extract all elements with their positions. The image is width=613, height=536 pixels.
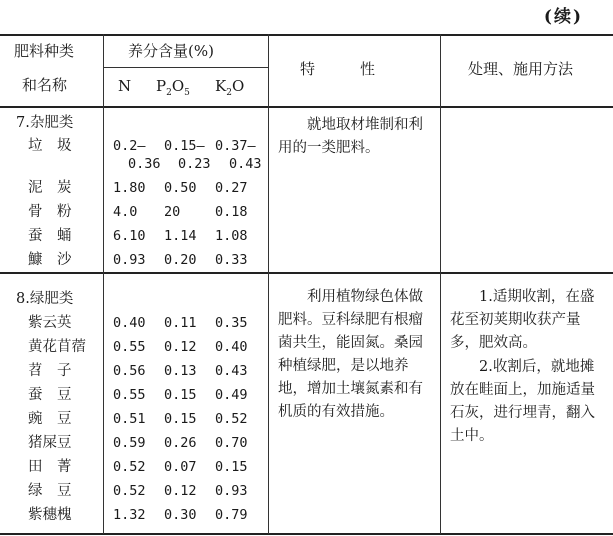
cell-n: 0.40 <box>113 315 146 331</box>
cell-k: 0.93 <box>215 483 248 499</box>
cell-k: 0.33 <box>215 252 248 268</box>
cell-k: 0.27 <box>215 180 248 196</box>
cell-n: 0.52 <box>113 483 146 499</box>
group-trait: 利用植物绿色体做肥料。豆科绿肥有根瘤菌共生，能固氮。桑园种植绿肥，是以地养地，增加土壤氮素和有机质的有效措施。 <box>278 289 423 420</box>
cell-k: 0.37— <box>215 138 256 154</box>
header-k2o: $K_2O$ <box>215 77 245 98</box>
cell-p: 0.07 <box>164 459 197 475</box>
cell-k: 0.18 <box>215 204 248 220</box>
group-divider-rule <box>0 272 613 274</box>
cell-k: 0.52 <box>215 411 248 427</box>
header-sub-rule <box>103 67 268 68</box>
cell-p: 0.15— <box>164 138 205 154</box>
cell-p: 0.13 <box>164 363 197 379</box>
header-p2o5: $P_2O_5$ <box>156 77 190 98</box>
header-traits: 特 性 <box>300 60 376 78</box>
header-bottom-rule <box>0 106 613 108</box>
table-bottom-rule <box>0 533 613 535</box>
header-name-line2: 和名称 <box>22 76 68 94</box>
group-title: 7.杂肥类 <box>16 115 74 131</box>
row-name: 骨 粉 <box>28 204 72 220</box>
cell-n: 1.32 <box>113 507 146 523</box>
row-name: 蚕 豆 <box>28 387 72 403</box>
cell-k: 0.15 <box>215 459 248 475</box>
cell-p: 0.15 <box>164 387 197 403</box>
header-method: 处理、施用方法 <box>468 60 574 78</box>
cell-n: 0.51 <box>113 411 146 427</box>
cell-k: 0.40 <box>215 339 248 355</box>
col-divider-1 <box>103 34 104 534</box>
row-name: 紫穗槐 <box>28 507 72 523</box>
cell-n: 6.10 <box>113 228 146 244</box>
cell-k: 0.43 <box>215 363 248 379</box>
cell-n: 0.93 <box>113 252 146 268</box>
cell-n: 0.55 <box>113 339 146 355</box>
row-name: 垃 圾 <box>28 138 72 154</box>
cell-n: 0.52 <box>113 459 146 475</box>
cell-p: 0.50 <box>164 180 197 196</box>
group-title: 8.绿肥类 <box>16 291 74 307</box>
header-nutrient: 养分含量(%) <box>128 42 214 60</box>
row-name: 豌 豆 <box>28 411 72 427</box>
row-name: 蚕 蛹 <box>28 228 72 244</box>
cell-p: 20 <box>164 204 181 220</box>
cell-n: 0.55 <box>113 387 146 403</box>
row-name: 田 菁 <box>28 459 72 475</box>
cell-n-cont: 0.36 <box>128 156 161 172</box>
cell-p: 0.12 <box>164 339 197 355</box>
group-trait: 就地取材堆制和利用的一类肥料。 <box>278 117 423 156</box>
header-n: N <box>118 77 132 95</box>
cell-k: 0.49 <box>215 387 248 403</box>
cell-k: 0.35 <box>215 315 248 331</box>
col-divider-3 <box>440 34 441 534</box>
row-name: 鱇 沙 <box>28 252 72 268</box>
group-method-step-2: 2.收割后，就地摊放在畦面上，加施适量石灰，进行埋青，翻入土中。 <box>450 359 595 444</box>
cell-k: 0.70 <box>215 435 248 451</box>
cell-n: 1.80 <box>113 180 146 196</box>
cell-n: 0.56 <box>113 363 146 379</box>
group-method-step-1: 1.适期收割，在盛花至初荚期收获产量多，肥效高。 <box>450 289 595 351</box>
cell-p: 1.14 <box>164 228 197 244</box>
cell-p: 0.12 <box>164 483 197 499</box>
table-top-rule <box>0 34 613 36</box>
row-name: 黄花苜蓿 <box>28 339 86 355</box>
cell-p: 0.15 <box>164 411 197 427</box>
cell-k: 0.79 <box>215 507 248 523</box>
cell-n: 0.2— <box>113 138 146 154</box>
cell-p: 0.30 <box>164 507 197 523</box>
row-name: 紫云英 <box>28 315 72 331</box>
cell-p: 0.11 <box>164 315 197 331</box>
row-name: 泥 炭 <box>28 180 72 196</box>
cell-p: 0.26 <box>164 435 197 451</box>
col-divider-2 <box>268 34 269 534</box>
cell-n: 4.0 <box>113 204 138 220</box>
cell-p-cont: 0.23 <box>178 156 211 172</box>
continued-label: (续) <box>543 7 583 27</box>
cell-k: 1.08 <box>215 228 248 244</box>
cell-n: 0.59 <box>113 435 146 451</box>
header-name-line1: 肥料种类 <box>14 42 75 60</box>
cell-k-cont: 0.43 <box>229 156 262 172</box>
row-name: 猪屎豆 <box>28 435 72 451</box>
row-name: 绿 豆 <box>28 483 72 499</box>
cell-p: 0.20 <box>164 252 197 268</box>
row-name: 苕 子 <box>28 363 72 379</box>
